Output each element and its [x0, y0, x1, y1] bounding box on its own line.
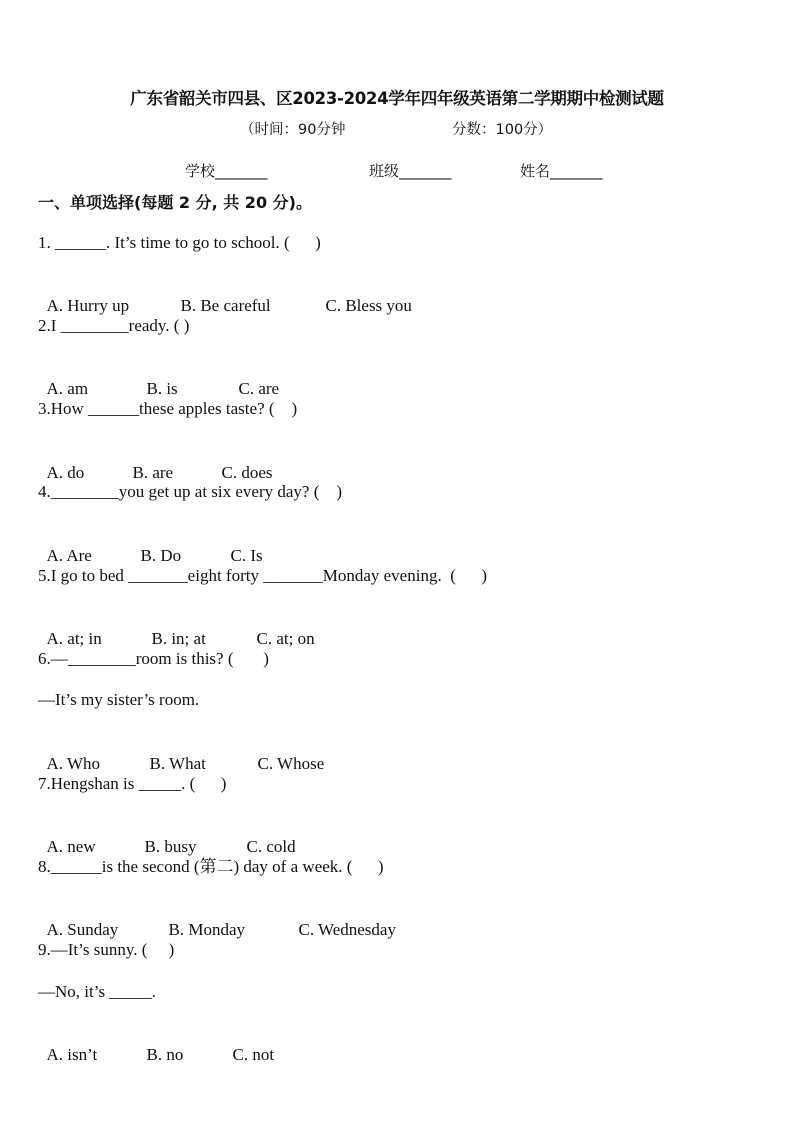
exam-score: 分数：100分）: [452, 122, 553, 138]
question-3: 3.How ______these apples taste? ( ): [38, 399, 298, 418]
question-7-options: [38, 814, 296, 858]
option-b[interactable]: B. no: [146, 1045, 184, 1064]
option-a[interactable]: A. am: [46, 379, 89, 398]
option-c[interactable]: C. Wednesday: [298, 920, 396, 939]
question-4-options: [38, 523, 263, 567]
name-field: 姓名_______: [520, 162, 603, 180]
option-a[interactable]: A. do: [46, 463, 85, 482]
option-c[interactable]: C. at; on: [256, 629, 315, 648]
option-c[interactable]: C. does: [221, 463, 273, 482]
page-title: 广东省韶关市四县、区2023-2024学年四年级英语第二学期期中检测试题: [130, 89, 664, 108]
question-5-options: [38, 606, 315, 650]
question-7: 7.Hengshan is _____. ( ): [38, 774, 227, 793]
question-1-options: [38, 273, 412, 317]
question-4: 4.________you get up at six every day? ( ): [38, 482, 343, 501]
option-c[interactable]: C. Whose: [257, 754, 325, 773]
option-a[interactable]: A. new: [46, 837, 96, 856]
option-a[interactable]: A. Hurry up: [46, 296, 130, 315]
option-c[interactable]: C. are: [238, 379, 280, 398]
question-9: 9.—It’s sunny. ( ): [38, 940, 175, 959]
question-9-reply: —No, it’s _____.: [38, 982, 157, 1001]
question-6-reply: —It’s my sister’s room.: [38, 690, 200, 709]
question-9-options: [38, 1022, 274, 1066]
question-5: 5.I go to bed _______eight forty _______Monday evening. ( ): [38, 566, 488, 585]
option-a[interactable]: A. isn’t: [46, 1045, 98, 1064]
question-8: 8.______is the second (第二) day of a week. ( ): [38, 857, 384, 876]
question-2-options: [38, 356, 279, 400]
option-a[interactable]: A. at; in: [46, 629, 102, 648]
class-field: 班级_______: [369, 162, 452, 180]
option-b[interactable]: B. Monday: [168, 920, 245, 939]
question-6: 6.—________room is this? ( ): [38, 649, 269, 668]
question-6-options: [38, 731, 324, 775]
question-1: 1. ______. It’s time to go to school. ( ): [38, 233, 321, 252]
option-b[interactable]: B. What: [149, 754, 206, 773]
option-b[interactable]: B. busy: [144, 837, 197, 856]
question-3-options: [38, 440, 273, 484]
option-a[interactable]: A. Who: [46, 754, 101, 773]
option-b[interactable]: B. Do: [140, 546, 182, 565]
option-b[interactable]: B. in; at: [151, 629, 206, 648]
option-a[interactable]: A. Are: [46, 546, 92, 565]
option-b[interactable]: B. is: [146, 379, 178, 398]
option-c[interactable]: C. not: [232, 1045, 275, 1064]
option-c[interactable]: C. Is: [230, 546, 263, 565]
option-c[interactable]: C. Bless you: [325, 296, 412, 315]
exam-time: （时间：90分钟: [240, 122, 346, 138]
school-field: 学校_______: [185, 162, 268, 180]
section-title: 一、单项选择(每题 2 分, 共 20 分)。: [38, 193, 312, 212]
option-a[interactable]: A. Sunday: [46, 920, 119, 939]
question-2: 2.I ________ready. ( ): [38, 316, 190, 335]
option-b[interactable]: B. are: [132, 463, 174, 482]
option-c[interactable]: C. cold: [246, 837, 296, 856]
question-8-options: [38, 897, 396, 941]
option-b[interactable]: B. Be careful: [180, 296, 271, 315]
